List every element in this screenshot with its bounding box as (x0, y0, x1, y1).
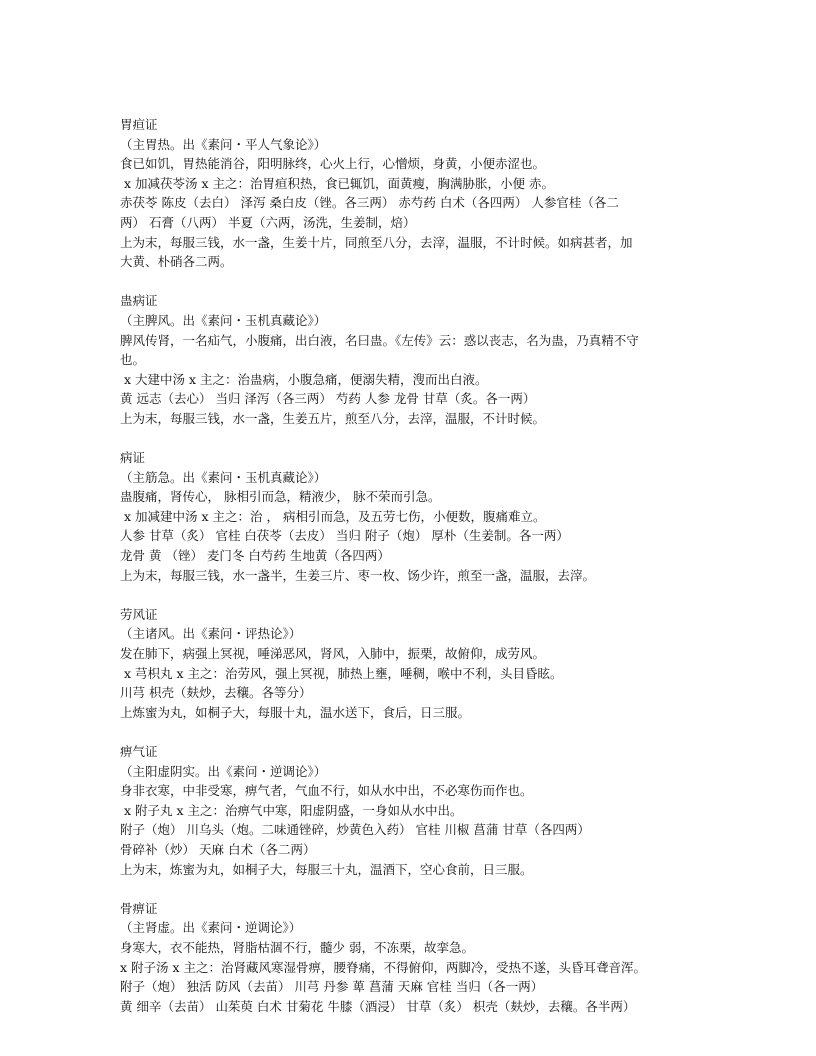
section-description: 脾风传肾，一名疝气，小腹痛，出白液，名曰蛊。《左传》云：惑以丧志，名为蛊，乃真精不守 (120, 332, 639, 348)
section-description: 蛊腹痛，肾传心， 脉相引而急，精液少， 脉不荣而引急。 (120, 489, 441, 505)
ingredients-line: 龙骨 黄 （锉） 麦门冬 白芍药 生地黄（各四两） (120, 548, 390, 564)
section-description: 食已如饥，胃热能消谷，阳明脉终，心火上行，心憎烦，身黄，小便赤涩也。 (120, 156, 546, 172)
section-source: （主筋急。出《素问・玉机真藏论》） (120, 469, 327, 485)
section-wei-dan (120, 115, 700, 272)
ingredients-line: 赤茯苓 陈皮（去白） 泽泻 桑白皮（锉。各三两） 赤芍药 白术（各四两） 人参官桂（各二 (120, 195, 619, 211)
section-source: （主肾虚。出《素问・逆调论》） (120, 920, 302, 936)
section-gu-bi (120, 899, 700, 1017)
section-source: （主阳虚阴实。出《素问・逆调论》） (120, 763, 327, 779)
ingredients-line: 川芎 枳壳（麸炒，去穰。各等分） (120, 685, 312, 701)
ingredients-line: 附子（炮） 川乌头（炮。二味通锉碎，炒黄色入药） 官桂 川椒 菖蒲 甘草（各四两） (120, 822, 590, 838)
formula-line: x 大建中汤 x 主之：治蛊病，小腹急痛，便溺失精，溲而出白液。 (120, 371, 488, 387)
section-title: 痹气证 (120, 744, 158, 759)
section-description: 身非衣寒，中非受寒，痹气者，气血不行，如从水中出，不必寒伤而作也。 (120, 783, 533, 799)
ingredients-line: 黄 远志（去心） 当归 泽泻（各三两） 芍药 人参 龙骨 甘草（炙。各一两） (120, 391, 536, 407)
section-source: （主脾风。出《素问・玉机真藏论》） (120, 312, 327, 328)
formula-line: x 加减建中汤 x 主之：治 ， 病相引而急，及五劳七伤，小便数，腹痛难立。 (120, 508, 546, 524)
section-title: 蛊病证 (120, 293, 158, 309)
formula-line: x 芎枳丸 x 主之：治劳风，强上冥视，肺热上壅，唾稠，喉中不利，头目昏眩。 (120, 665, 563, 681)
section-bi-qi (120, 742, 700, 879)
method-line: 上为末，每服三钱，水一盏，生姜十片，同煎至八分，去滓，温服，不计时候。如病甚者，加 (120, 234, 633, 250)
section-title: 病证 (120, 450, 146, 466)
section-description: 发在肺下，病强上冥视，唾涕恶风，肾风，入肺中，振栗，故俯仰，成劳风。 (120, 646, 546, 662)
method-line: 上为末，每服三钱，水一盏半，生姜三片、枣一枚、饧少许，煎至一盏，温服，去滓。 (120, 567, 596, 583)
section-title: 劳风证 (120, 606, 158, 622)
method-line: 上为末，每服三钱，水一盏，生姜五片，煎至八分，去滓，温服，不计时候。 (120, 410, 546, 426)
section-lao-feng (120, 605, 700, 723)
ingredients-line: 人参 甘草（炙） 官桂 白茯苓（去皮） 当归 附子（炮） 厚朴（生姜制。各一两） (120, 528, 569, 544)
section-source: （主诸风。出《素问・评热论》） (120, 626, 302, 642)
section-gu-bing (120, 291, 700, 428)
document-page (120, 115, 700, 1036)
section-source: （主胃热。出《素问・平人气象论》） (120, 136, 327, 152)
ingredients-line: 骨碎补（炒） 天麻 白术（各二两） (120, 841, 316, 857)
ingredients-line: 两） 石膏（八两） 半夏（六两，汤洗，生姜制，焙） (120, 214, 416, 230)
formula-line: x 附子汤 x 主之：治肾藏风寒湿骨痹，腰脊痛，不得俯仰，两脚冷，受热不遂，头昏耳聋音浑。 (120, 959, 647, 975)
formula-line: x 附子丸 x 主之：治痹气中寒，阳虚阴盛，一身如从水中出。 (120, 802, 463, 818)
section-description: 身寒大，衣不能热，肾脂枯涸不行，髓少 弱，不冻栗，故挛急。 (120, 939, 474, 955)
section-description: 也。 (120, 352, 146, 368)
ingredients-line: 附子（炮） 独活 防风（去苗） 川芎 丹参 萆 菖蒲 天麻 官桂 当归（各一两） (120, 979, 544, 995)
method-line: 大黄、朴硝各二两。 (120, 254, 233, 270)
section-title: 骨痹证 (120, 900, 158, 916)
ingredients-line: 黄 细辛（去苗） 山茱萸 白术 甘菊花 牛膝（酒浸） 甘草（炙） 枳壳（麸炒，去穰。各半两） (120, 998, 636, 1014)
method-line: 上炼蜜为丸，如桐子大，每服十丸，温水送下，食后，日三服。 (120, 704, 471, 720)
method-line: 上为末，炼蜜为丸，如桐子大，每服三十丸，温酒下，空心食前，日三服。 (120, 861, 533, 877)
section-bing (120, 448, 700, 585)
formula-line: x 加减茯苓汤 x 主之：治胃疸积热，食已辄饥，面黄瘦，胸满胁胀，小便 赤。 (120, 175, 554, 191)
section-title: 胃疸证 (120, 117, 158, 132)
